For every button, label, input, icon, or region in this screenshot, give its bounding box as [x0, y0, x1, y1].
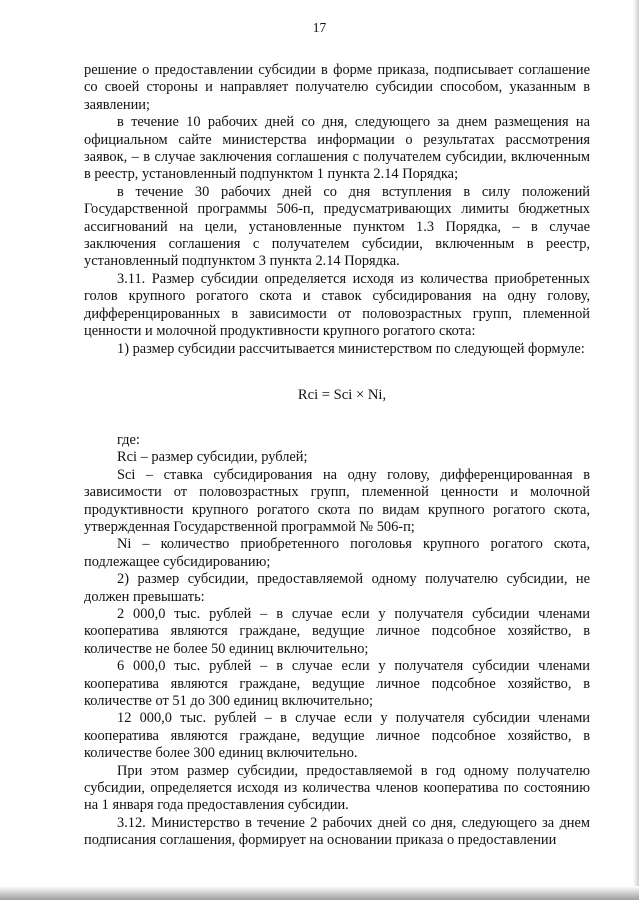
document-body — [84, 62, 590, 850]
paragraph-annual-size: При этом размер субсидии, предоставляемой в год одному получателю субсидии, определяется исходя из количества членов кооператива по состоянию на 1 января года предоставления субсидии. — [84, 762, 590, 814]
paragraph-decision: решение о предоставлении субсидии в форме приказа, подписывает соглашение со своей стороны и направляет получателю субсидии способом, указанным в заявлении; — [84, 62, 590, 113]
paragraph-30-days: в течение 30 рабочих дней со дня вступления в силу положений Государственной программы 506-п, предусматривающих лимиты бюджетных ассигнований на цели, установленные пунктом 1.3 Порядка, – в случае заключения соглашения с получателем субсидии, включенным в реестр, установленный подпунктом 3 пункта 2.14 Порядка. — [84, 183, 590, 270]
scan-bottom-edge — [0, 886, 639, 900]
definition-rci: Rci – размер субсидии, рублей; — [117, 449, 308, 466]
paragraph-formula-intro: 1) размер субсидии рассчитывается министерством по следующей формуле: — [117, 340, 585, 357]
paragraph-limit-6000: 6 000,0 тыс. рублей – в случае если у получателя субсидии членами кооператива являются граждане, ведущие личное подсобное хозяйство, в количестве от 51 до 300 единиц включительно; — [84, 658, 590, 709]
definition-ni: Ni – количество приобретенного поголовья крупного рогатого скота, подлежащее субсидированию; — [84, 536, 590, 570]
paragraph-max-size: 2) размер субсидии, предоставляемой одному получателю субсидии, не должен превышать: — [84, 571, 590, 605]
definition-sci: Sci – ставка субсидирования на одну голову, дифференцированная в зависимости от половозрастных групп, племенной ценности и молочной продуктивности крупного рогатого скота по видам крупного рогатого скота, утвержденная Государственной программой № 506-п; — [84, 466, 590, 535]
paragraph-10-days: в течение 10 рабочих дней со дня, следующего за днем размещения на официальном сайте министерства информации о результатах рассмотрения заявок, – в случае заключения соглашения с получателем субсидии, включенным в реестр, установленный подпунктом 1 пункта 2.14 Порядка; — [84, 114, 590, 183]
scan-right-edge — [633, 0, 639, 900]
formula: Rci = Sci × Ni, — [297, 386, 387, 403]
paragraph-limit-12000: 12 000,0 тыс. рублей – в случае если у получателя субсидии членами кооператива являются граждане, ведущие личное подсобное хозяйство, в количестве более 300 единиц включительно. — [84, 710, 590, 762]
paragraph-where: где: — [117, 431, 140, 448]
paragraph-3-11: 3.11. Размер субсидии определяется исходя из количества приобретенных голов крупного рогатого скота и ставок субсидирования на одну голову, дифференцированных в зависимости от половозрастных групп, племенной ценности и молочной продуктивности крупного рогатого скота: — [84, 270, 590, 340]
paragraph-limit-2000: 2 000,0 тыс. рублей – в случае если у получателя субсидии членами кооператива являются граждане, ведущие личное подсобное хозяйство, в количестве не более 50 единиц включительно; — [84, 605, 590, 657]
page-number: 17 — [312, 20, 327, 35]
paragraph-3-12: 3.12. Министерство в течение 2 рабочих дней со дня, следующего за днем подписания соглашения, формирует на основании приказа о предоставлении — [84, 814, 590, 849]
